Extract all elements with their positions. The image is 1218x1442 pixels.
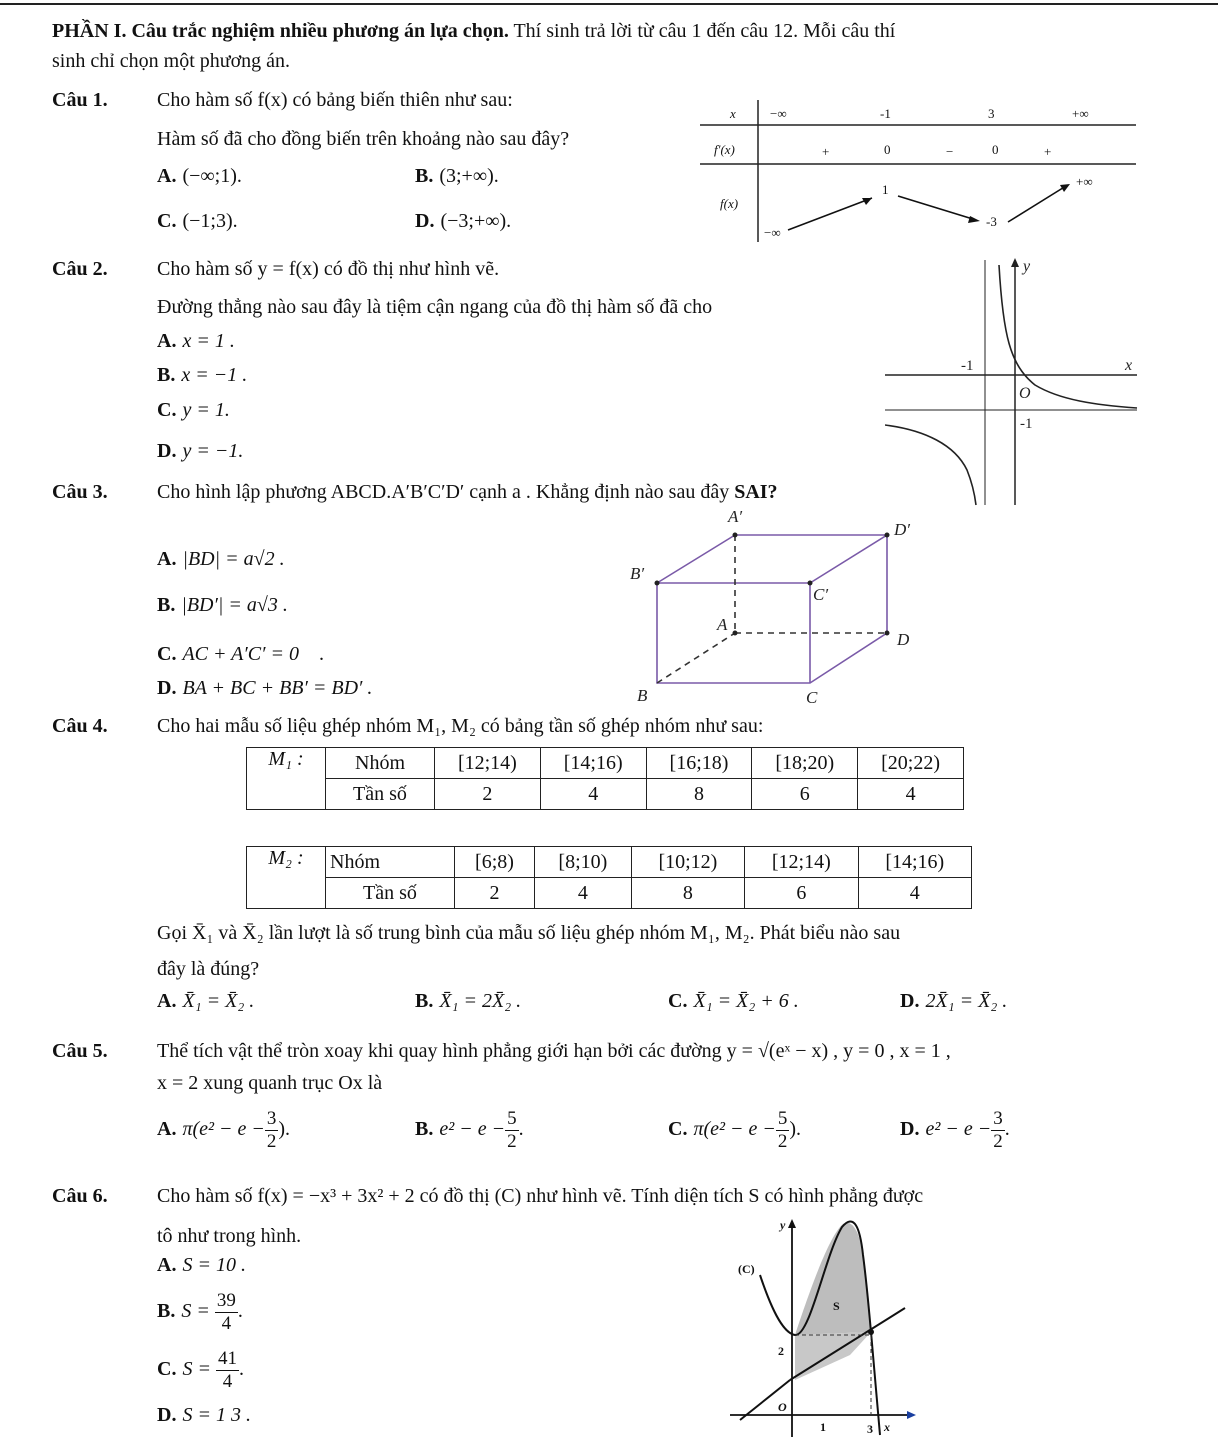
var-bot: -3 [986, 214, 997, 229]
var-botneg: −∞ [764, 225, 781, 240]
question-4-text: Cho hai mẫu số liệu ghép nhóm M₁, M₂ có bảng tần số ghép nhóm như sau: [157, 715, 764, 737]
question-1-text: Cho hàm số f(x) có bảng biến thiên như sau: [157, 89, 513, 111]
q3-option-b[interactable]: B. |BD′| = a√3 . [157, 594, 288, 616]
graph-minus1-x: -1 [961, 358, 974, 374]
var-top1: 1 [882, 182, 889, 197]
var-x1: -1 [880, 106, 891, 121]
m2-group-cell: [6;8) [455, 847, 535, 878]
option-letter: C. [157, 210, 177, 232]
section-title: PHẦN I. Câu trắc nghiệm nhiều phương án lựa chọn. [52, 20, 509, 42]
q4-option-b[interactable]: B. X̄₁ = 2X̄₂ . [415, 990, 522, 1012]
q1-option-c[interactable]: C. (−1;3). [157, 210, 238, 232]
q3-option-a[interactable]: A. |BD| = a√2 . [157, 548, 285, 570]
q6-option-c[interactable]: C. S = $\frac{41}{4}$ . [157, 1348, 244, 1392]
m2-group-cell: [10;12) [631, 847, 744, 878]
graph-x: x [884, 1420, 890, 1434]
graph-three: 3 [867, 1422, 873, 1436]
m2-group-cell: [12;14) [745, 847, 858, 878]
cube-label-d1: D′ [894, 520, 910, 539]
q4-option-a[interactable]: A. X̄₁ = X̄₂ . [157, 990, 255, 1012]
var-fp: f′(x) [714, 142, 735, 157]
var-s1: + [822, 144, 830, 159]
m2-group-cell: [14;16) [858, 847, 971, 878]
var-arrow-up1 [788, 198, 872, 230]
m1-header-group: Nhóm [326, 748, 435, 779]
option-letter: A. [157, 165, 177, 187]
graph-c: (C) [738, 1262, 755, 1276]
m2-header-freq: Tần số [326, 878, 455, 909]
q2-option-a[interactable]: A. x = 1 . [157, 330, 235, 352]
graph-y: y [780, 1218, 786, 1232]
q3-option-d[interactable]: D. BA + BC + BB′ = BD′ . [157, 677, 373, 699]
section-header [52, 20, 895, 43]
cube-hidden-ab [657, 633, 735, 683]
question-4-text2: Gọi X̄₁ và X̄₂ lần lượt là số trung bình của mẫu số liệu ghép nhóm M₁, M₂. Phát biểu nào sau [157, 922, 901, 944]
q5-option-b[interactable]: B. e² − e − $\frac{5}{2}$ . [415, 1108, 524, 1152]
hyperbola-left-branch [885, 425, 976, 505]
q2-option-d[interactable]: D. y = −1. [157, 440, 244, 462]
cube-label-c1: C′ [813, 585, 829, 604]
cube-visible-edges [657, 535, 887, 683]
table-m1 [246, 747, 964, 810]
cube-label-a: A [717, 615, 728, 634]
q2-option-b[interactable]: B. x = −1 . [157, 364, 248, 386]
m2-freq-cell: 4 [858, 878, 971, 909]
question-5-text2: x = 2 xung quanh trục Ox là [157, 1072, 383, 1094]
m1-group-cell: [20;22) [858, 748, 964, 779]
m2-name: M₂ : [247, 847, 326, 909]
question-6-label: Câu 6. [52, 1185, 108, 1207]
question-1-text2: Hàm số đã cho đồng biến trên khoảng nào sau đây? [157, 128, 570, 150]
q1-option-b[interactable]: B. (3;+∞). [415, 165, 499, 187]
option-letter: B. [415, 165, 434, 187]
question-6-text2: tô như trong hình. [157, 1225, 302, 1247]
cube-label-b: B [637, 686, 648, 705]
option-letter: D. [415, 210, 435, 232]
section-instructions-line2: sinh chỉ chọn một phương án. [52, 50, 291, 72]
q5-option-c[interactable]: C. π(e² − e − $\frac{5}{2}$ ). [668, 1108, 802, 1152]
graph-x-label: x [1125, 357, 1133, 374]
cube-label-a1: A′ [728, 507, 743, 526]
var-arrow-down [898, 196, 976, 220]
q6-option-a[interactable]: A. S = 10 . [157, 1254, 246, 1276]
m1-group-cell: [18;20) [752, 748, 858, 779]
variation-table [700, 100, 1140, 245]
section-instructions: Thí sinh trả lời từ câu 1 đến câu 12. Mỗi câu thí [513, 20, 896, 42]
m1-group-cell: [16;18) [646, 748, 752, 779]
var-s2: − [946, 144, 954, 159]
question-4-text3: đây là đúng? [157, 958, 260, 980]
m2-header-group: Nhóm [326, 847, 455, 878]
hyperbola-graph [885, 255, 1140, 507]
var-x: x [730, 106, 736, 121]
q6-option-b[interactable]: B. S = $\frac{39}{4}$ . [157, 1290, 243, 1334]
m2-freq-cell: 6 [745, 878, 858, 909]
var-s3: + [1044, 144, 1052, 159]
var-x2: 3 [988, 106, 995, 121]
question-5-label: Câu 5. [52, 1040, 108, 1062]
q6-option-d[interactable]: D. S = 1 3 . [157, 1404, 251, 1426]
var-xneg: −∞ [770, 106, 787, 121]
q1-option-d[interactable]: D. (−3;+∞). [415, 210, 512, 232]
question-2-text: Cho hàm số y = f(x) có đồ thị như hình vẽ. [157, 258, 500, 280]
graph-y-label: y [1023, 258, 1031, 275]
q2-option-c[interactable]: C. y = 1. [157, 399, 230, 421]
m2-freq-cell: 8 [631, 878, 744, 909]
cube-label-d: D [897, 630, 910, 649]
m2-freq-cell: 4 [535, 878, 632, 909]
question-3-text: Cho hình lập phương ABCD.A′B′C′D′ cạnh a . Khẳng định nào sau đây SAI? [157, 481, 778, 503]
q5-option-d[interactable]: D. e² − e − $\frac{3}{2}$ . [900, 1108, 1010, 1152]
m1-group-cell: [14;16) [540, 748, 646, 779]
m1-header-freq: Tần số [326, 779, 435, 810]
m1-freq-cell: 8 [646, 779, 752, 810]
question-6-text: Cho hàm số f(x) = −x³ + 3x² + 2 có đồ thị (C) như hình vẽ. Tính diện tích S có hình phẳng được [157, 1185, 924, 1207]
shaded-region-s [795, 1223, 871, 1335]
m2-group-cell: [8;10) [535, 847, 632, 878]
var-z1: 0 [884, 142, 891, 157]
m1-group-cell: [12;14) [435, 748, 541, 779]
m1-name: M₁ : [247, 748, 326, 810]
q4-option-d[interactable]: D. 2X̄₁ = X̄₂ . [900, 990, 1008, 1012]
var-toppos: +∞ [1076, 174, 1093, 189]
var-arrow-up2 [1008, 186, 1066, 222]
q5-option-a[interactable]: A. π(e² − e − $\frac{3}{2}$ ). [157, 1108, 291, 1152]
question-1-label: Câu 1. [52, 89, 108, 111]
top-rule [0, 3, 1218, 5]
cube-label-b1: B′ [630, 564, 645, 583]
question-2-text2: Đường thẳng nào sau đây là tiệm cận ngang của đồ thị hàm số đã cho [157, 296, 713, 318]
var-f: f(x) [720, 196, 739, 211]
var-xpos: +∞ [1072, 106, 1089, 121]
question-5-text: Thể tích vật thể tròn xoay khi quay hình phẳng giới hạn bởi các đường y = √(eˣ − x) , y = 0 , x = 1 , [157, 1040, 951, 1062]
graph-one: 1 [820, 1420, 826, 1434]
graph-s: S [833, 1299, 840, 1313]
graph-o: O [778, 1400, 787, 1414]
cube-label-c: C [806, 688, 818, 707]
cube-diagram [620, 505, 920, 710]
q1-option-a[interactable]: A. (−∞;1). [157, 165, 242, 187]
cubic-area-graph [730, 1215, 920, 1440]
m1-freq-cell: 2 [435, 779, 541, 810]
question-4-label: Câu 4. [52, 715, 108, 737]
m2-freq-cell: 2 [455, 878, 535, 909]
graph-origin: O [1019, 385, 1031, 402]
table-m2 [246, 846, 972, 909]
var-z2: 0 [992, 142, 999, 157]
graph-two: 2 [778, 1344, 784, 1358]
shaded-region-lower [795, 1332, 871, 1380]
q4-option-c[interactable]: C. X̄₁ = X̄₂ + 6 . [668, 990, 799, 1012]
q3-option-c[interactable]: C. AC + A′C′ = 0⃗ . [157, 643, 325, 665]
question-3-label: Câu 3. [52, 481, 108, 503]
question-2-label: Câu 2. [52, 258, 108, 280]
graph-minus1-y: -1 [1020, 416, 1033, 432]
m1-freq-cell: 4 [858, 779, 964, 810]
m1-freq-cell: 4 [540, 779, 646, 810]
m1-freq-cell: 6 [752, 779, 858, 810]
